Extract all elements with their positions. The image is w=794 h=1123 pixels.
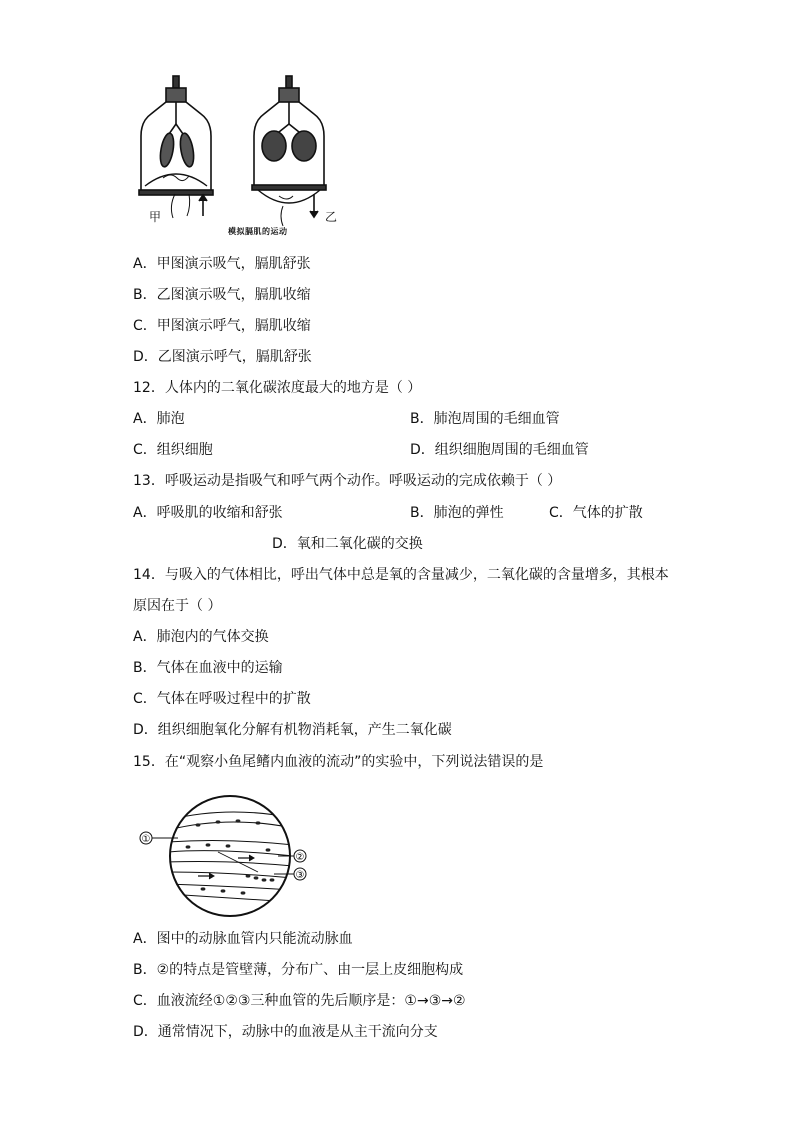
figure-caption: 模拟膈肌的运动 bbox=[228, 227, 288, 236]
q15-option-c: C．血液流经①②③三种血管的先后顺序是：①→③→② bbox=[133, 993, 466, 1009]
q14-option-a: A．肺泡内的气体交换 bbox=[133, 629, 269, 645]
q11-option-d: D．乙图演示呼气，膈肌舒张 bbox=[133, 349, 312, 365]
q13-stem: 13．呼吸运动是指吸气和呼气两个动作。呼吸运动的完成依赖于（ ） bbox=[133, 473, 562, 489]
q15-option-a: A．图中的动脉血管内只能流动脉血 bbox=[133, 931, 353, 947]
q14-stem-line2: 原因在于（ ） bbox=[133, 598, 222, 614]
fish-tail-blood-flow-diagram bbox=[128, 790, 318, 920]
q11-option-c: C．甲图演示呼气，膈肌收缩 bbox=[133, 318, 311, 334]
q12-stem: 12．人体内的二氧化碳浓度最大的地方是（ ） bbox=[133, 380, 422, 396]
figure-label-3: ③ bbox=[295, 870, 305, 881]
bell-jar-diagram bbox=[133, 66, 345, 242]
fish-tail-illustration bbox=[128, 790, 318, 920]
figure-label-2: ② bbox=[295, 852, 305, 863]
figure-label-1: ① bbox=[141, 834, 151, 845]
q15-option-d: D．通常情况下，动脉中的血液是从主干流向分支 bbox=[133, 1024, 438, 1040]
q11-option-a: A．甲图演示吸气，膈肌舒张 bbox=[133, 256, 311, 272]
bell-jar-illustration bbox=[133, 66, 345, 242]
q11-option-b: B．乙图演示吸气，膈肌收缩 bbox=[133, 287, 311, 303]
q13-option-c: C．气体的扩散 bbox=[549, 505, 643, 521]
q13-option-b: B．肺泡的弹性 bbox=[410, 505, 504, 521]
q14-option-c: C．气体在呼吸过程中的扩散 bbox=[133, 691, 311, 707]
q12-option-c: C．组织细胞 bbox=[133, 442, 213, 458]
q13-option-a: A．呼吸肌的收缩和舒张 bbox=[133, 505, 283, 521]
jar-left bbox=[139, 76, 213, 218]
q12-option-d: D．组织细胞周围的毛细血管 bbox=[410, 442, 589, 458]
q14-option-b: B．气体在血液中的运输 bbox=[133, 660, 283, 676]
q15-stem: 15．在“观察小鱼尾鳍内血液的流动”的实验中，下列说法错误的是 bbox=[133, 754, 544, 770]
q12-option-a: A．肺泡 bbox=[133, 411, 185, 427]
q15-option-b: B．②的特点是管壁薄，分布广、由一层上皮细胞构成 bbox=[133, 962, 464, 978]
q14-stem-line1: 14．与吸入的气体相比，呼出气体中总是氧的含量减少，二氧化碳的含量增多，其根本 bbox=[133, 567, 669, 583]
jar-right bbox=[252, 76, 326, 226]
q12-option-b: B．肺泡周围的毛细血管 bbox=[410, 411, 560, 427]
figure-label-jia: 甲 bbox=[149, 210, 162, 224]
figure-label-yi: 乙 bbox=[325, 210, 338, 224]
q13-option-d: D．氧和二氧化碳的交换 bbox=[272, 536, 423, 552]
q14-option-d: D．组织细胞氧化分解有机物消耗氧，产生二氧化碳 bbox=[133, 722, 452, 738]
